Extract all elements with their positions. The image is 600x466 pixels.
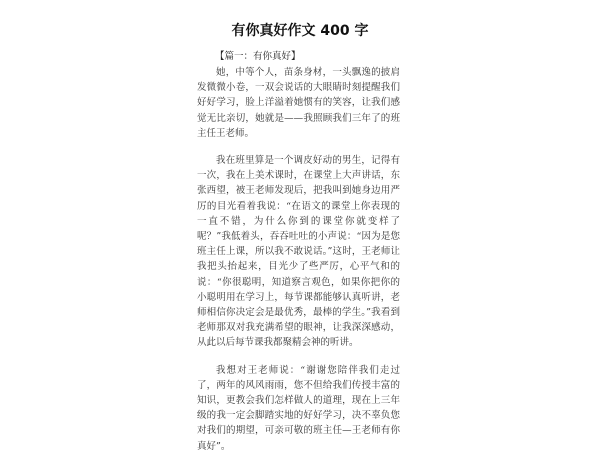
section-heading: 【篇一：有你真好】: [215, 51, 301, 62]
paragraph-2: 我在班里算是一个调皮好动的男生，记得有一次，我在上美术课时，在课堂上大声讲话，东张西望，被王老师发现后，把我叫到她身边用严厉的目光看着我说：“在语文的课堂上你表现的一直不错，为什么你到的课堂你就变样了呢？”我低着头，吞吞吐吐的小声说：“因为是您班主任上课，所以我不敢说话。”这时，王老师让我把头抬起来，目光少了些严厉，心平气和的说：“你很聪明，知道察言观色，如果你把你的小聪明用在学习上，每节课都能够认真听讲，老师相信你决定会是最优秀，最棒的学生。”我看到老师那双对我充满希望的眼神，让我深深感动，从此以后每节课我都聚精会神的听讲。: [197, 155, 400, 349]
document-title: 有你真好作文 400 字: [231, 23, 369, 39]
paragraph-3: 我想对王老师说：“谢谢您陪伴我们走过了，两年的风风雨雨，您不但给我们传授丰富的知识，更教会我们怎样做人的道理，现在上三年级的我一定会脚踏实地的好好学习，决不辜负您对我们的期望，可亲可敬的班主任—王老师有你真好”。: [197, 364, 400, 452]
document-body: [197, 65, 400, 466]
paragraph-1: 她，中等个人，苗条身材，一头飘逸的披肩发微微小卷，一双会说话的大眼睛时刻提醒我们好好学习，脸上洋溢着她惯有的笑容，让我们感觉无比亲切，她就是——我照顾我们三年了的班主任王老师。: [197, 67, 400, 139]
